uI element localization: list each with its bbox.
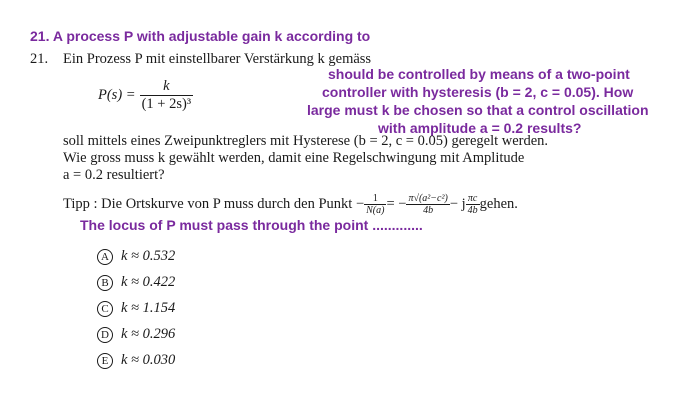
option-a[interactable] xyxy=(97,248,175,265)
tip-frac1-num: 1 xyxy=(372,193,378,204)
formula-numerator: k xyxy=(163,78,170,94)
option-d-text: k ≈ 0.296 xyxy=(121,326,176,342)
tip-fraction-1 xyxy=(364,193,386,216)
option-c-text: k ≈ 1.154 xyxy=(121,300,176,316)
question-number: 21. xyxy=(30,51,49,67)
question-line-b: Wie gross muss k gewählt werden, damit eine Regelschwingung mit Amplitude xyxy=(63,150,525,166)
tip-fraction-3 xyxy=(466,193,480,216)
tip-prefix: Tipp : Die Ortskurve von P muss durch den Punkt − xyxy=(63,196,365,212)
option-b-text: k ≈ 0.422 xyxy=(121,274,176,290)
overlay-line-4: with amplitude a = 0.2 results? xyxy=(378,120,582,136)
option-b[interactable] xyxy=(97,274,175,291)
formula-denominator: (1 + 2s)³ xyxy=(141,96,192,112)
question-line-c: a = 0.2 resultiert? xyxy=(63,167,165,183)
tip-frac2-num: π√(a²−c²) xyxy=(408,193,448,204)
tip-mid: − j xyxy=(449,196,466,212)
option-c-circle: C xyxy=(97,301,113,317)
overlay-line-1: should be controlled by means of a two-point xyxy=(328,66,630,82)
option-d-circle: D xyxy=(97,327,113,343)
tip-frac1-den: N(a) xyxy=(366,205,385,216)
question-line-a: soll mittels eines Zweipunktreglers mit Hysterese (b = 2, c = 0.05) geregelt werden. xyxy=(63,133,549,149)
tip-equals: = − xyxy=(386,196,407,212)
tip-suffix: gehen. xyxy=(479,196,518,212)
overlay-line-3: large must k be chosen so that a control oscillation xyxy=(307,102,649,118)
option-a-text: k ≈ 0.532 xyxy=(121,248,176,264)
option-e[interactable] xyxy=(97,352,175,369)
formula-lhs: P(s) = xyxy=(98,87,136,103)
option-e-circle: E xyxy=(97,353,113,369)
tip-frac2-den: 4b xyxy=(406,204,449,216)
tip-frac3-num: πc xyxy=(467,193,478,204)
option-b-circle: B xyxy=(97,275,113,291)
transfer-function xyxy=(98,78,193,113)
option-c[interactable] xyxy=(97,300,175,317)
question-intro: Ein Prozess P mit einstellbarer Verstärkung k gemäss xyxy=(63,51,372,67)
option-a-circle: A xyxy=(97,249,113,265)
formula-fraction xyxy=(140,78,194,113)
overlay-hint: The locus of P must pass through the point ............. xyxy=(80,217,423,233)
option-d[interactable] xyxy=(97,326,175,343)
tip-frac3-den: 4b xyxy=(467,205,478,216)
tip-fraction-2 xyxy=(406,193,449,216)
option-e-text: k ≈ 0.030 xyxy=(121,352,176,368)
overlay-line-2: controller with hysteresis (b = 2, c = 0.05). How xyxy=(322,84,634,100)
overlay-title: 21. A process P with adjustable gain k according to xyxy=(30,28,371,44)
tip-line xyxy=(63,193,518,216)
